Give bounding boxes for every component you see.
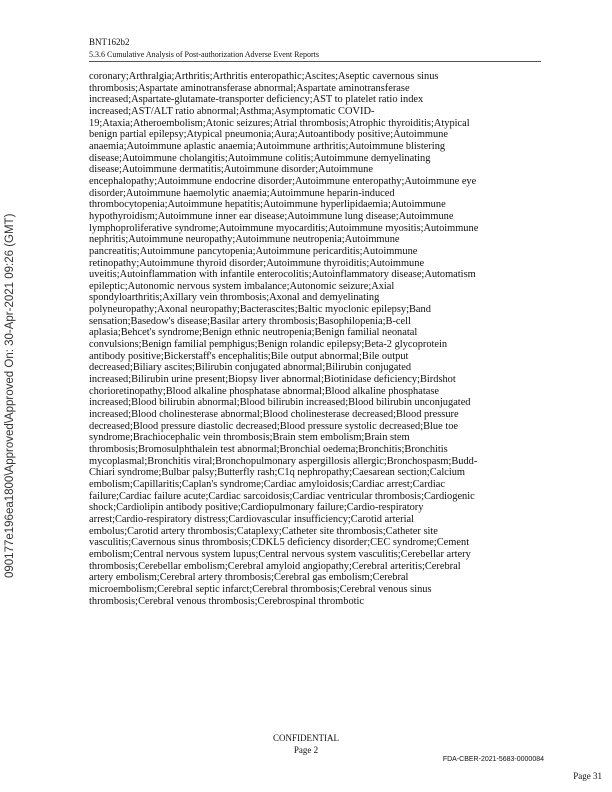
body-line: hypothyroidism;Autoimmune inner ear disease;Autoimmune lung disease;Autoimmune xyxy=(89,210,454,222)
document-id: BNT162b2 xyxy=(89,37,130,47)
page-number: Page 2 xyxy=(293,745,319,755)
body-line: increased;Aspartate-glutamate-transporter deficiency;AST to platelet ratio index xyxy=(89,94,424,106)
body-line: microembolism;Cerebral septic infarct;Cerebral thrombosis;Cerebral venous sinus xyxy=(89,583,432,595)
body-line: antibody positive;Bickerstaff's encephalitis;Bile output abnormal;Bile output xyxy=(89,350,409,362)
body-line: thrombocytopenia;Autoimmune hepatitis;Autoimmune hyperlipidaemia;Autoimmune xyxy=(89,199,446,211)
body-line: disease;Autoimmune cholangitis;Autoimmune colitis;Autoimmune demyelinating xyxy=(89,152,431,164)
body-line: 19;Ataxia;Atheroembolism;Atonic seizures;Atrial thrombosis;Atrophic thyroiditis;Atypical xyxy=(89,117,470,129)
body-line: aplasia;Behcet's syndrome;Benign ethnic neutropenia;Benign familial neonatal xyxy=(89,327,418,339)
body-line: embolism;Central nervous system lupus;Central nervous system vasculitis;Cerebellar artery xyxy=(89,548,471,560)
body-line: spondyloarthritis;Axillary vein thrombosis;Axonal and demyelinating xyxy=(89,292,380,304)
body-line: epileptic;Autonomic nervous system imbalance;Autonomic seizure;Axial xyxy=(89,280,395,292)
header-divider xyxy=(89,61,541,62)
body-line: failure;Cardiac failure acute;Cardiac sarcoidosis;Cardiac ventricular thrombosis;Cardiogenic xyxy=(89,490,475,502)
body-line: increased;Blood bilirubin abnormal;Blood bilirubin increased;Blood bilirubin unconjugated xyxy=(89,397,471,409)
body-line: convulsions;Benign familial pemphigus;Benign rolandic epilepsy;Beta-2 glycoprotein xyxy=(89,339,448,351)
body-line: vasculitis;Cavernous sinus thrombosis;CDKL5 deficiency disorder;CEC syndrome;Cement xyxy=(89,537,470,549)
body-line: anaemia;Autoimmune aplastic anaemia;Autoimmune arthritis;Autoimmune blistering xyxy=(89,140,446,152)
body-line: disease;Autoimmune dermatitis;Autoimmune disorder;Autoimmune xyxy=(89,164,373,176)
body-line: arrest;Cardio-respiratory distress;Cardiovascular insufficiency;Carotid arterial xyxy=(89,513,414,525)
body-line: mycoplasmal;Bronchitis viral;Bronchopulmonary aspergillosis allergic;Bronchospasm;Budd- xyxy=(89,455,478,467)
body-line: retinopathy;Autoimmune thyroid disorder;Autoimmune thyroiditis;Autoimmune xyxy=(89,257,425,269)
confidential-label: CONFIDENTIAL xyxy=(273,733,339,743)
adverse-event-terms-text xyxy=(89,71,544,607)
body-line: polyneuropathy;Axonal neuropathy;Bacterascites;Baltic myoclonic epilepsy;Band xyxy=(89,304,431,316)
section-title: 5.3.6 Cumulative Analysis of Post-authorization Adverse Event Reports xyxy=(89,50,319,59)
body-line: lymphoproliferative syndrome;Autoimmune myocarditis;Autoimmune myositis;Autoimmune xyxy=(89,222,479,234)
body-line: decreased;Biliary ascites;Bilirubin conjugated abnormal;Bilirubin conjugated xyxy=(89,362,412,374)
bates-number: FDA-CBER-2021-5683-0000084 xyxy=(442,756,544,763)
body-line: encephalopathy;Autoimmune endocrine disorder;Autoimmune enteropathy;Autoimmune eye xyxy=(89,175,477,187)
body-line: Chiari syndrome;Bulbar palsy;Butterfly rash;C1q nephropathy;Caesarean section;Calcium xyxy=(89,467,465,479)
body-line: coronary;Arthralgia;Arthritis;Arthritis enteropathic;Ascites;Aseptic cavernous sinus xyxy=(89,71,439,82)
body-line: thrombosis;Aspartate aminotransferase abnormal;Aspartate aminotransferase xyxy=(89,82,410,94)
body-line: syndrome;Brachiocephalic vein thrombosis;Brain stem embolism;Brain stem xyxy=(89,432,410,444)
body-line: embolism;Capillaritis;Caplan's syndrome;Cardiac amyloidosis;Cardiac arrest;Cardiac xyxy=(89,478,445,490)
body-line: nephritis;Autoimmune neuropathy;Autoimmune neutropenia;Autoimmune xyxy=(89,234,400,246)
outer-page-number: Page 31 xyxy=(573,771,602,781)
body-line: increased;AST/ALT ratio abnormal;Asthma;Asymptomatic COVID- xyxy=(89,105,375,117)
approval-stamp-text: 090177e196ea1800\Approved\Approved On: 30-Apr-2021 09:26 (GMT) xyxy=(4,213,16,578)
body-line: benign partial epilepsy;Atypical pneumonia;Aura;Autoantibody positive;Autoimmune xyxy=(89,129,448,141)
body-line: increased;Blood cholinesterase abnormal;Blood cholinesterase decreased;Blood pressure xyxy=(89,409,459,421)
body-line: increased;Bilirubin urine present;Biopsy liver abnormal;Biotinidase deficiency;Birdshot xyxy=(89,374,456,386)
body-line: thrombosis;Bromosulphthalein test abnormal;Bronchial oedema;Bronchitis;Bronchitis xyxy=(89,444,448,455)
body-line: sensation;Basedow's disease;Basilar artery thrombosis;Basophilopenia;B-cell xyxy=(89,315,411,327)
body-line: chorioretinopathy;Blood alkaline phosphatase abnormal;Blood alkaline phosphatase xyxy=(89,385,440,397)
body-line: shock;Cardiolipin antibody positive;Cardiopulmonary failure;Cardio-respiratory xyxy=(89,502,424,514)
body-line: embolus;Carotid artery thrombosis;Cataplexy;Catheter site thrombosis;Catheter site xyxy=(89,525,438,537)
body-line: decreased;Blood pressure diastolic decreased;Blood pressure systolic decreased;Blue toe xyxy=(89,420,459,432)
body-line: thrombosis;Cerebral venous thrombosis;Cerebrospinal thrombotic xyxy=(89,595,365,607)
body-line: uveitis;Autoinflammation with infantile enterocolitis;Autoinflammatory disease;Automatism xyxy=(89,269,476,281)
body-line: artery embolism;Cerebral artery thrombosis;Cerebral gas embolism;Cerebral xyxy=(89,572,409,584)
body-line: thrombosis;Cerebellar embolism;Cerebral amyloid angiopathy;Cerebral arteritis;Cerebral xyxy=(89,560,461,572)
body-line: disorder;Autoimmune haemolytic anaemia;Autoimmune heparin-induced xyxy=(89,187,395,199)
body-line: pancreatitis;Autoimmune pancytopenia;Autoimmune pericarditis;Autoimmune xyxy=(89,245,418,257)
